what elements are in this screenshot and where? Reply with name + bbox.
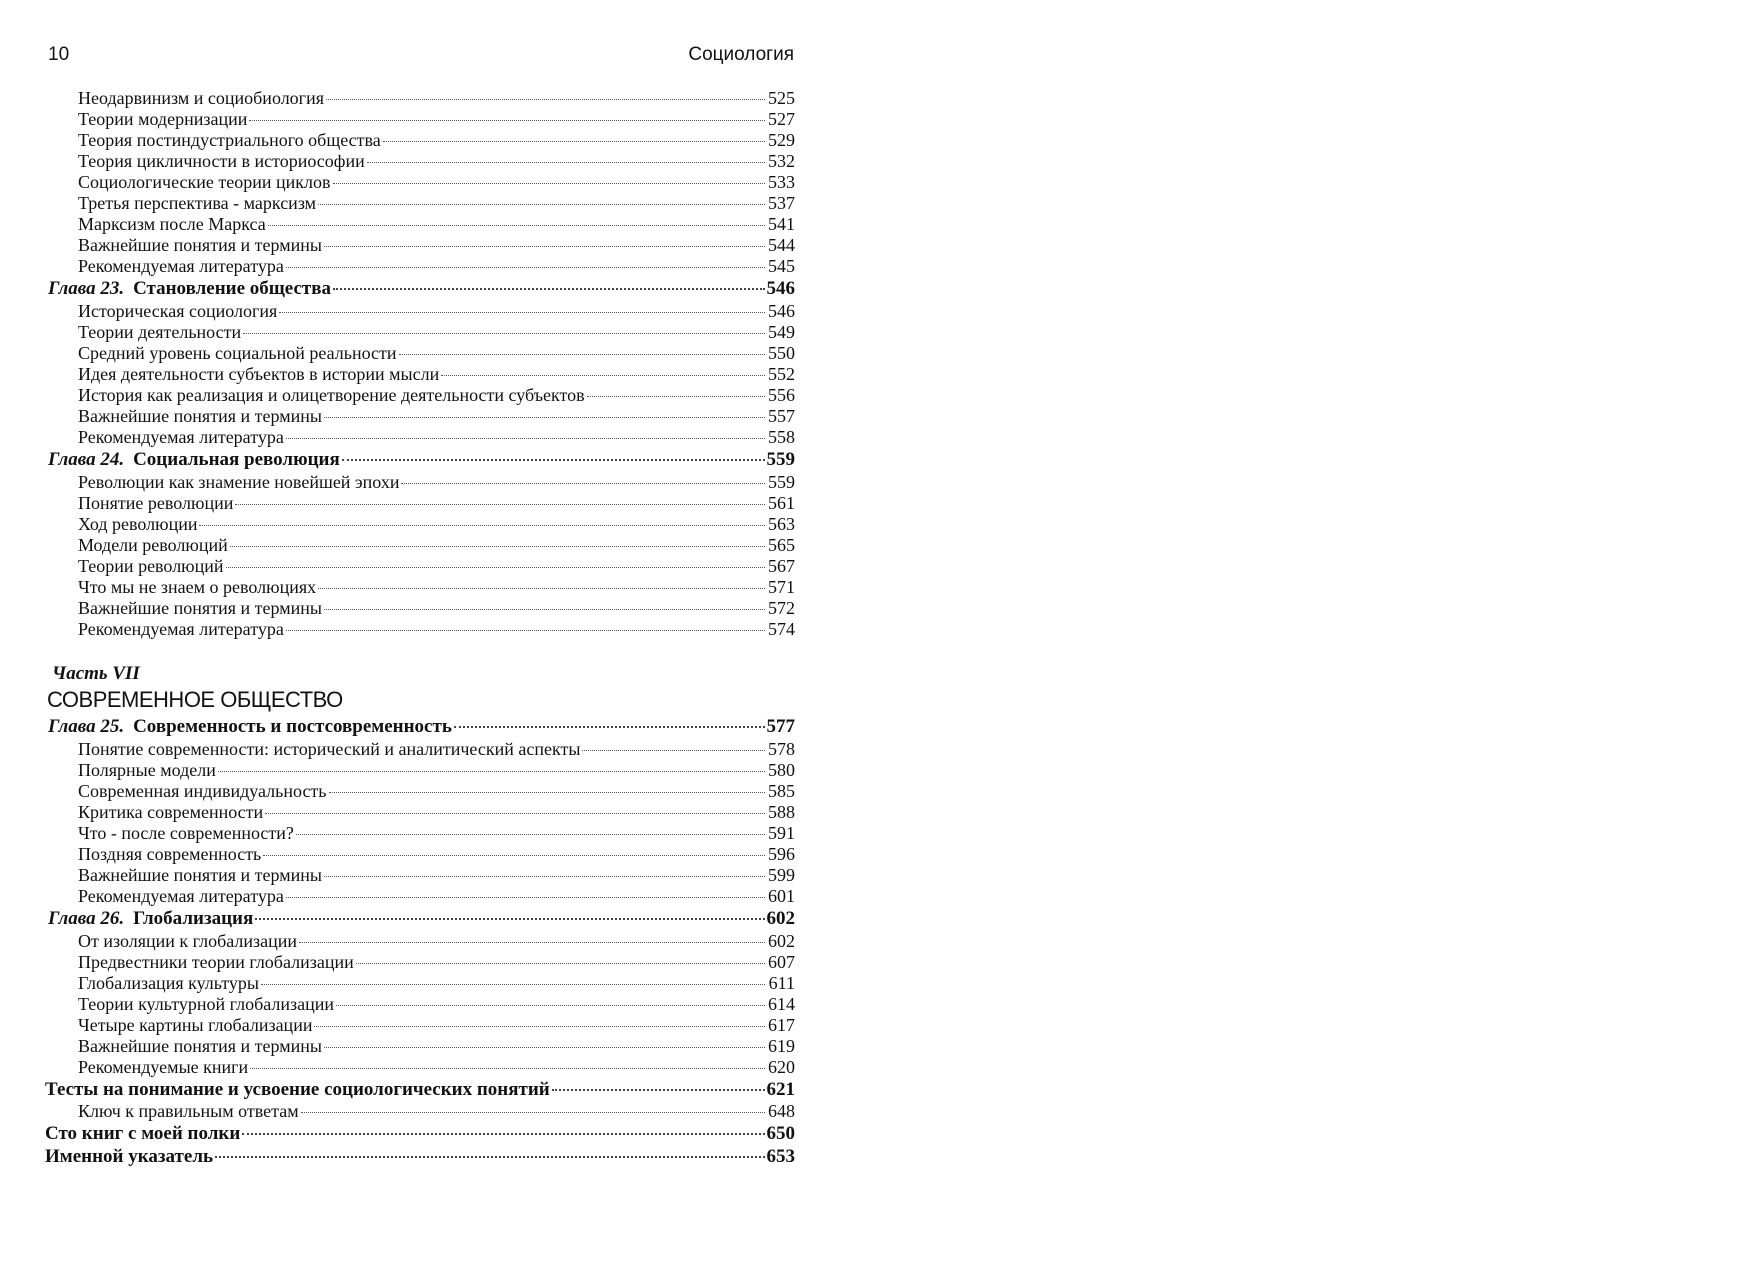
toc-entry xyxy=(45,535,795,556)
chapter-title: Становление общества xyxy=(133,278,332,299)
dot-leader xyxy=(226,567,765,568)
dot-leader xyxy=(587,396,765,397)
chapter-title: Современность и постсовременность xyxy=(133,716,452,737)
dot-leader xyxy=(399,354,765,355)
chapter-number: Глава 25. xyxy=(48,716,125,737)
toc-entry-page: 541 xyxy=(768,214,795,234)
toc-chapter-23 xyxy=(45,277,795,301)
toc-entry xyxy=(45,130,795,151)
toc-entry xyxy=(45,577,795,598)
dot-leader xyxy=(324,1047,765,1048)
toc-entry-page: 591 xyxy=(768,823,795,843)
toc-entry xyxy=(45,931,795,952)
dot-leader xyxy=(242,1133,764,1135)
toc-entry-title: Историческая социология xyxy=(78,301,278,321)
dot-leader xyxy=(329,792,765,793)
dot-leader xyxy=(318,588,765,589)
toc-entry-title: Рекомендуемые книги xyxy=(78,1057,249,1077)
toc-entry-title: Понятие революции xyxy=(78,493,234,513)
toc-entry-page: 601 xyxy=(768,886,795,906)
toc-entry-title: Поздняя современность xyxy=(78,844,262,864)
toc-entry-page: 572 xyxy=(768,598,795,618)
toc-entry xyxy=(45,973,795,994)
toc-entry-page: 552 xyxy=(768,364,795,384)
toc-tests-title: Тесты на понимание и усвоение социологических понятий xyxy=(45,1079,550,1100)
toc-entry-page: 614 xyxy=(768,994,795,1014)
toc-entry-page: 550 xyxy=(768,343,795,363)
toc-entry-title: От изоляции к глобализации xyxy=(78,931,298,951)
toc-entry-page: 596 xyxy=(768,844,795,864)
dot-leader xyxy=(296,834,765,835)
dot-leader xyxy=(249,120,765,121)
toc-entry-title: Теории революций xyxy=(78,556,224,576)
dot-leader xyxy=(301,1112,765,1113)
toc-entry-title: Средний уровень социальной реальности xyxy=(78,343,397,363)
dot-leader xyxy=(324,246,765,247)
toc-entry-title: Модели революций xyxy=(78,535,228,555)
toc-entry xyxy=(45,88,795,109)
chapter-page: 546 xyxy=(766,278,795,299)
dot-leader xyxy=(265,813,765,814)
chapter-page: 559 xyxy=(766,449,795,470)
dot-leader xyxy=(552,1089,765,1091)
dot-leader xyxy=(324,417,765,418)
toc-entry-page: 556 xyxy=(768,385,795,405)
toc-entry-title: Критика современности xyxy=(78,802,264,822)
dot-leader xyxy=(235,504,765,505)
toc-entry xyxy=(45,172,795,193)
running-title: Социология xyxy=(688,44,794,65)
toc-tests-page: 621 xyxy=(766,1079,795,1100)
chapter-title: Глобализация xyxy=(133,908,254,929)
toc-entry-page: 585 xyxy=(768,781,795,801)
toc-entry xyxy=(45,1036,795,1057)
toc-entry-page: 537 xyxy=(768,193,795,213)
spacer xyxy=(45,640,795,662)
dot-leader xyxy=(215,1156,764,1158)
dot-leader xyxy=(314,1026,765,1027)
toc-entry-title: Что мы не знаем о революциях xyxy=(78,577,317,597)
toc-entry-title: Важнейшие понятия и термины xyxy=(78,1036,322,1056)
toc-entry-page: 563 xyxy=(768,514,795,534)
toc-entry-page: 580 xyxy=(768,760,795,780)
dot-leader xyxy=(454,726,765,728)
toc-entry-title: Рекомендуемая литература xyxy=(78,886,284,906)
toc-entry xyxy=(45,886,795,907)
dot-leader xyxy=(324,876,765,877)
toc-entry-page: 617 xyxy=(768,1015,795,1035)
dot-leader xyxy=(324,609,765,610)
toc-entry-title: Современная индивидуальность xyxy=(78,781,327,801)
chapter-page: 577 xyxy=(766,716,795,737)
dot-leader xyxy=(286,897,765,898)
toc-entry-page: 549 xyxy=(768,322,795,342)
toc-chapter-24 xyxy=(45,448,795,472)
toc-entry-page: 599 xyxy=(768,865,795,885)
toc-entry-page: 557 xyxy=(768,406,795,426)
toc-entry-page: 525 xyxy=(768,88,795,108)
dot-leader xyxy=(333,183,766,184)
dot-leader xyxy=(333,288,764,290)
running-header xyxy=(48,44,794,70)
toc-entry xyxy=(45,844,795,865)
dot-leader xyxy=(326,99,765,100)
part-title: СОВРЕМЕННОЕ ОБЩЕСТВО xyxy=(47,687,343,712)
dot-leader xyxy=(367,162,765,163)
toc-index-title: Именной указатель xyxy=(45,1146,214,1167)
toc-entry xyxy=(45,598,795,619)
toc-entry-title: Теории культурной глобализации xyxy=(78,994,335,1014)
dot-leader xyxy=(286,438,765,439)
dot-leader xyxy=(230,546,765,547)
toc-entry xyxy=(45,364,795,385)
dot-leader xyxy=(218,771,765,772)
toc-entry-page: 561 xyxy=(768,493,795,513)
toc-entry xyxy=(45,739,795,760)
toc-books-title: Сто книг с моей полки xyxy=(45,1123,241,1144)
toc-entry-title: Революции как знамение новейшей эпохи xyxy=(78,472,400,492)
toc-entry xyxy=(45,760,795,781)
toc-entry-title: Рекомендуемая литература xyxy=(78,619,284,639)
toc-entry-page: 619 xyxy=(768,1036,795,1056)
chapter-number: Глава 26. xyxy=(48,908,125,929)
toc-entry xyxy=(45,556,795,577)
toc-entry-page: 602 xyxy=(768,931,795,951)
toc-entry-title: Третья перспектива - марксизм xyxy=(78,193,317,213)
toc-entry xyxy=(45,385,795,406)
toc-entry-title: Понятие современности: исторический и аналитический аспекты xyxy=(78,739,581,759)
toc-entry-title: Идея деятельности субъектов в истории мысли xyxy=(78,364,440,384)
toc-entry xyxy=(45,406,795,427)
toc-chapter-25 xyxy=(45,715,795,739)
toc-entry-page: 529 xyxy=(768,130,795,150)
toc-entry-page: 588 xyxy=(768,802,795,822)
chapter-number: Глава 24. xyxy=(48,449,125,470)
toc-entry xyxy=(45,952,795,973)
toc-entry-title: Важнейшие понятия и термины xyxy=(78,598,322,618)
toc-entry xyxy=(45,322,795,343)
toc-entry xyxy=(45,193,795,214)
toc-entry-title: Важнейшие понятия и термины xyxy=(78,235,322,255)
toc-entry-title: Неодарвинизм и социобиология xyxy=(78,88,324,108)
toc-entry xyxy=(45,427,795,448)
toc-books xyxy=(45,1122,795,1145)
toc-entry-page: 559 xyxy=(768,472,795,492)
toc-entry-title: Марксизм после Маркса xyxy=(78,214,266,234)
part-label: Часть VII xyxy=(52,663,140,684)
dot-leader xyxy=(199,525,765,526)
toc-entry-title: Глобализация культуры xyxy=(78,973,260,993)
dot-leader xyxy=(401,483,765,484)
toc-entry-title: Рекомендуемая литература xyxy=(78,427,284,447)
toc-answers-title: Ключ к правильным ответам xyxy=(78,1101,299,1121)
toc-entry xyxy=(45,256,795,277)
toc-entry-page: 607 xyxy=(768,952,795,972)
toc-entry xyxy=(45,301,795,322)
chapter-title: Социальная революция xyxy=(133,449,340,470)
toc-entry-title: Что - после современности? xyxy=(78,823,294,843)
toc-entry-page: 574 xyxy=(768,619,795,639)
toc-entry-title: Теория цикличности в историософии xyxy=(78,151,365,171)
dot-leader xyxy=(336,1005,765,1006)
toc-entry-title: История как реализация и олицетворение деятельности субъектов xyxy=(78,385,585,405)
toc-entry-title: Предвестники теории глобализации xyxy=(78,952,354,972)
toc-entry-title: Важнейшие понятия и термины xyxy=(78,865,322,885)
dot-leader xyxy=(279,312,765,313)
toc-entry xyxy=(45,865,795,886)
toc-entry xyxy=(45,1057,795,1078)
toc-entry-title: Теории модернизации xyxy=(78,109,248,129)
toc-entry-page: 532 xyxy=(768,151,795,171)
toc-entry xyxy=(45,109,795,130)
dot-leader xyxy=(356,963,765,964)
toc-tests xyxy=(45,1078,795,1101)
dot-leader xyxy=(383,141,765,142)
toc-entry xyxy=(45,343,795,364)
toc-entry xyxy=(45,235,795,256)
toc-entry xyxy=(45,214,795,235)
toc-entry-page: 544 xyxy=(768,235,795,255)
toc-entry xyxy=(45,514,795,535)
toc-entry-title: Полярные модели xyxy=(78,760,216,780)
toc-entry-page: 533 xyxy=(768,172,795,192)
toc-chapter-26 xyxy=(45,907,795,931)
dot-leader xyxy=(342,459,765,461)
page-number: 10 xyxy=(48,44,70,65)
dot-leader xyxy=(250,1068,765,1069)
toc-books-page: 650 xyxy=(766,1123,795,1144)
table-of-contents xyxy=(45,88,795,1168)
dot-leader xyxy=(286,630,765,631)
dot-leader xyxy=(255,918,764,920)
toc-entry-title: Социологические теории циклов xyxy=(78,172,331,192)
toc-entry-page: 567 xyxy=(768,556,795,576)
toc-entry-title: Важнейшие понятия и термины xyxy=(78,406,322,426)
toc-entry xyxy=(45,493,795,514)
chapter-page: 602 xyxy=(766,908,795,929)
dot-leader xyxy=(268,225,765,226)
toc-entry-page: 527 xyxy=(768,109,795,129)
toc-entry xyxy=(45,1015,795,1036)
toc-entry-title: Четыре картины глобализации xyxy=(78,1015,313,1035)
dot-leader xyxy=(263,855,765,856)
dot-leader xyxy=(441,375,765,376)
toc-entry xyxy=(45,994,795,1015)
toc-entry xyxy=(45,151,795,172)
toc-answers xyxy=(45,1101,795,1122)
toc-entry-page: 565 xyxy=(768,535,795,555)
toc-entry-page: 546 xyxy=(768,301,795,321)
toc-entry-page: 571 xyxy=(768,577,795,597)
dot-leader xyxy=(582,750,765,751)
toc-index xyxy=(45,1145,795,1168)
toc-entry xyxy=(45,472,795,493)
toc-entry-title: Теория постиндустриального общества xyxy=(78,130,381,150)
chapter-number: Глава 23. xyxy=(48,278,125,299)
toc-answers-page: 648 xyxy=(768,1101,795,1121)
toc-entry xyxy=(45,802,795,823)
dot-leader xyxy=(261,984,765,985)
toc-entry xyxy=(45,823,795,844)
toc-entry-page: 558 xyxy=(768,427,795,447)
toc-entry xyxy=(45,781,795,802)
toc-entry-page: 620 xyxy=(768,1057,795,1077)
toc-entry-page: 611 xyxy=(768,973,795,993)
dot-leader xyxy=(299,942,765,943)
toc-entry-title: Ход революции xyxy=(78,514,198,534)
toc-entry-page: 545 xyxy=(768,256,795,276)
dot-leader xyxy=(286,267,765,268)
dot-leader xyxy=(243,333,765,334)
toc-index-page: 653 xyxy=(766,1146,795,1167)
toc-entry-title: Теории деятельности xyxy=(78,322,242,342)
toc-entry-page: 578 xyxy=(768,739,795,759)
dot-leader xyxy=(318,204,765,205)
toc-entry-title: Рекомендуемая литература xyxy=(78,256,284,276)
toc-entry xyxy=(45,619,795,640)
